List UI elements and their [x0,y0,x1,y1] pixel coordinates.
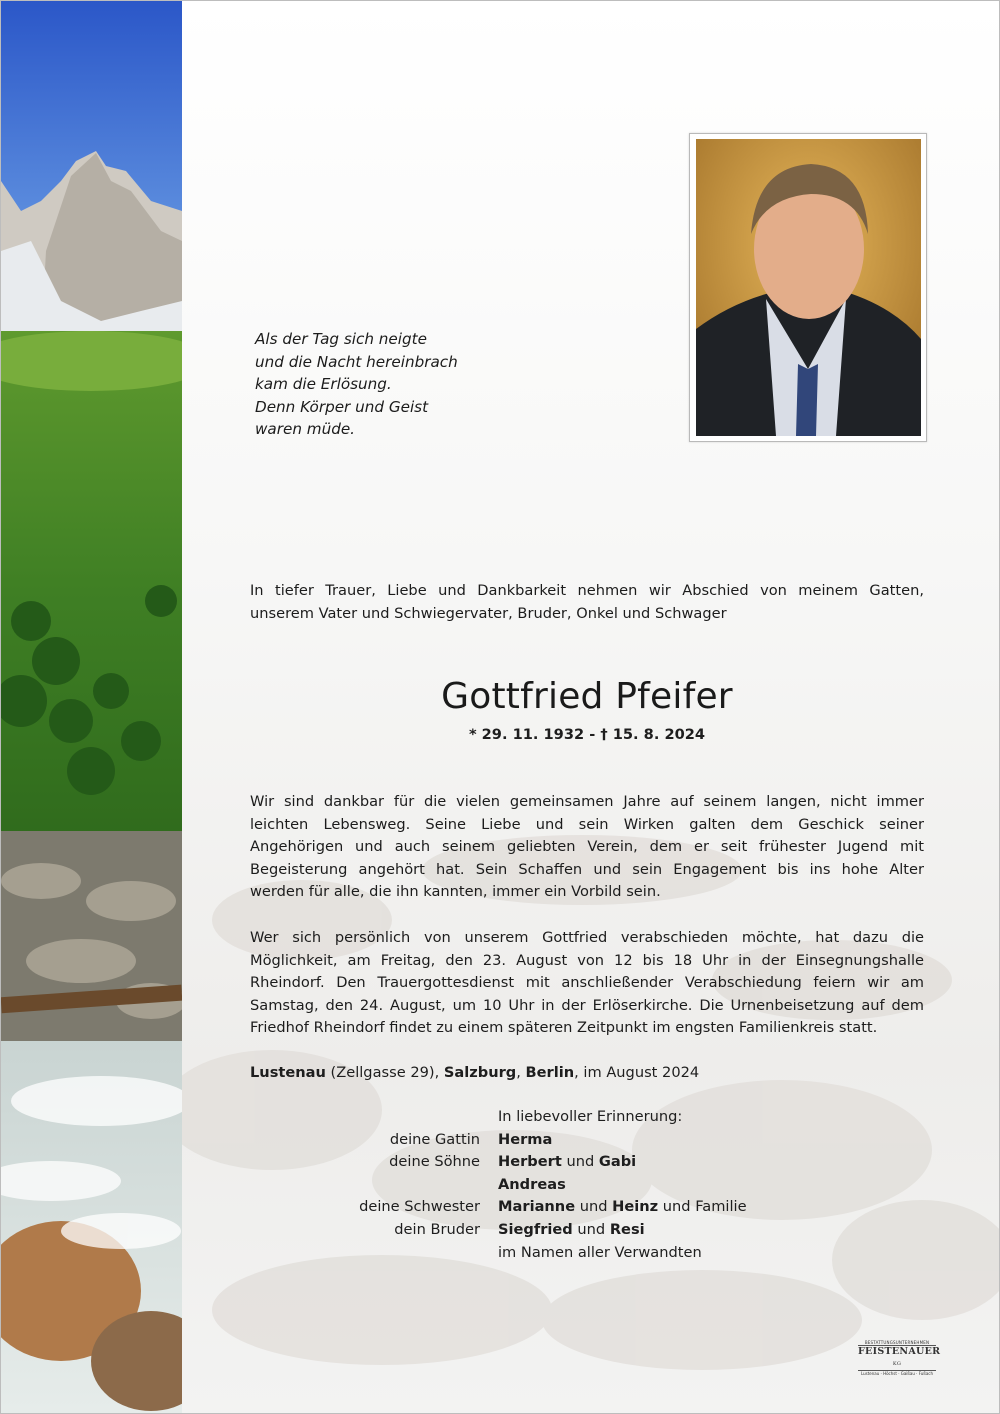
family-member: Resi [609,1220,645,1238]
family-list [250,1106,924,1264]
family-connector: und [561,1153,599,1171]
place-date: , im August 2024 [574,1064,700,1081]
family-row [250,1196,924,1219]
paragraph-line: leichten Lebensweg. Seine Liebe und sein Wirken galten dem Geschick seiner [250,815,924,833]
poem-line: Als der Tag sich neigte [255,330,427,348]
family-row [250,1151,924,1174]
poem-line: kam die Erlösung. [255,375,392,394]
life-dates: * 29. 11. 1932 - † 15. 8. 2024 [468,726,706,743]
logo-name: FEISTENAUER [858,1346,941,1357]
portrait-photo [689,133,927,442]
family-connector: und [572,1220,610,1238]
poem-line: Denn Körper und Geist [255,397,429,416]
family-relation: deine Schwester [359,1198,480,1216]
place-city: Salzburg [443,1064,517,1081]
family-connector: und [575,1198,613,1216]
landscape-photo-strip [1,1,182,1413]
poem-line: und die Nacht hereinbrach [255,352,458,371]
family-row [250,1242,924,1265]
paragraph-line: Möglichkeit, am Freitag, den 23. August von 12 bis 18 Uhr in der Einsegnungshalle [250,951,924,969]
place-city: Berlin [525,1064,575,1081]
paragraph-line: Wer sich persönlich von unserem Gottfried verabschieden möchte, hat dazu die [250,929,924,946]
farewell-paragraph [250,927,924,1040]
poem-line: waren müde. [255,420,356,439]
paragraph-line: Angehörigen und auch seinem geliebten Verein, dem er seit frühester Jugend mit [250,838,924,856]
family-member: Herbert [498,1153,562,1171]
paragraph-line: Friedhof Rheindorf findet zu einem späteren Zeitpunkt im engsten Familienkreis statt. [250,1019,878,1037]
logo-suffix: KG [892,1361,902,1367]
intro-text [250,580,924,625]
family-member: Heinz [612,1198,659,1216]
family-row [250,1129,924,1152]
family-row [250,1174,924,1197]
family-relation: deine Söhne [389,1153,480,1171]
place-separator: , [516,1064,526,1081]
family-closing: im Namen aller Verwandten [498,1243,702,1261]
place-address: (Zellgasse 29), [325,1064,444,1081]
family-relation [250,1174,498,1197]
deceased-name: Gottfried Pfeifer [441,676,733,717]
paragraph-line: Wir sind dankbar für die vielen gemeinsamen Jahre auf seinem langen, nicht immer [250,793,924,810]
family-member: Herma [498,1130,553,1148]
intro-line: In tiefer Trauer, Liebe und Dankbarkeit nehmen wir Abschied von meinem Gatten, [250,582,924,599]
family-relation: dein Bruder [394,1220,480,1238]
family-heading: In liebevoller Erinnerung: [498,1108,683,1125]
family-heading-row [250,1106,924,1129]
gratitude-paragraph [250,791,924,904]
family-relation: deine Gattin [389,1130,480,1148]
paragraph-line: Begeisterung angehört hat. Sein Schaffen und sein Engagement bis ins hohe Alter [250,860,924,878]
funeral-home-logo [858,1340,941,1377]
family-connector: und Familie [658,1198,747,1216]
memorial-poem [255,328,515,441]
paragraph-line: Samstag, den 24. August, um 10 Uhr in der Erlöserkirche. Die Urnenbeisetzung auf dem [250,996,924,1014]
family-member: Andreas [498,1175,566,1193]
family-row [250,1219,924,1242]
place-city: Lustenau [250,1064,326,1081]
family-relation [250,1242,498,1265]
paragraph-line: werden für alle, die ihn kannten, immer ein Vorbild sein. [250,883,661,901]
intro-line: unserem Vater und Schwiegervater, Bruder, Onkel und Schwager [250,604,727,622]
paragraph-line: Rheindorf. Den Trauergottesdienst mit anschließender Verabschiedung feiern wir am [250,974,924,992]
family-member: Marianne [498,1198,576,1216]
place-and-date [250,1062,924,1085]
logo-locations: Lustenau · Höchst · Gaißau · Fußach [860,1371,934,1376]
family-member: Siegfried [498,1220,573,1238]
family-member: Gabi [598,1153,637,1171]
logo-tagline: BESTATTUNGSUNTERNEHMEN [864,1340,930,1345]
